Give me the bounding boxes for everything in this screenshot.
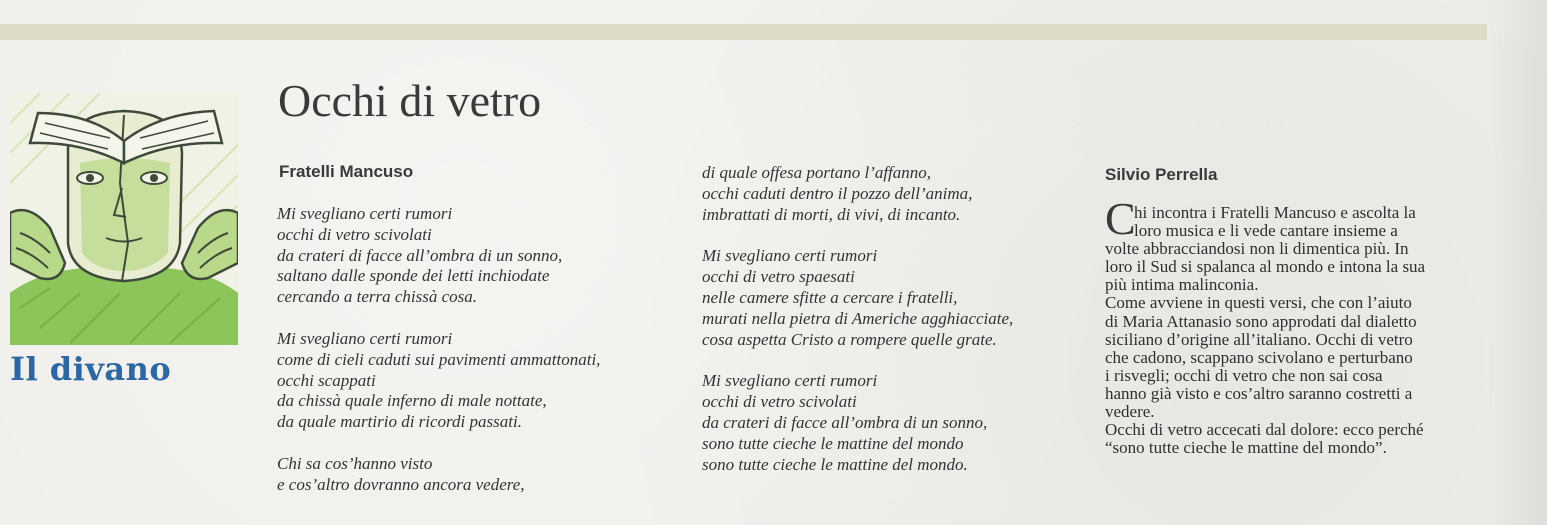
poem-line: Chi sa cos’hanno visto [277,453,433,473]
commentary-line: di Maria Attanasio sono approdati dal dialetto [1105,311,1417,331]
book-reader-illustration [10,93,238,345]
poem-line: Mi svegliano certi rumori [702,371,878,391]
poem-stanza [277,329,697,433]
commentary-line: che cadono, scappano scivolano e perturbano [1105,347,1413,367]
drop-cap: C [1105,193,1136,244]
poem-stanza [277,204,697,308]
section-label: Il divano [10,350,172,388]
poem-line: occhi caduti dentro il pozzo dell’anima, [702,183,973,203]
commentary-line: volte abbracciandosi non li dimentica più. In [1105,239,1409,259]
poem-line: da quale martirio di ricordi passati. [277,412,522,432]
poem-line: da crateri di facce all’ombra di un sonno, [702,412,988,432]
poem-line: Mi svegliano certi rumori [277,204,453,223]
commentary-line: i risvegli; occhi di vetro che non sai cosa [1105,365,1383,385]
commentary-text [1105,193,1495,458]
poem-line: da crateri di facce all’ombra di un sonno, [277,245,563,265]
poem-line: occhi di vetro scivolati [277,224,432,244]
poem-line: Mi svegliano certi rumori [702,246,878,266]
poem-line: imbrattati di morti, di vivi, di incanto. [702,204,961,224]
commentary-line: loro il Sud si spalanca al mondo e intona la sua [1105,257,1426,277]
commentary-line: vedere. [1105,402,1155,422]
poem-stanza [702,371,1122,475]
poem-line: come di cieli caduti sui pavimenti ammattonati, [277,349,601,369]
commentary-line: più intima malinconia. [1105,275,1259,295]
poem-line: Mi svegliano certi rumori [277,328,453,348]
poem-line: cosa aspetta Cristo a rompere quelle grate. [702,329,997,349]
poem-line: occhi di vetro spaesati [702,267,855,287]
poem-line: da chissà quale inferno di male nottate, [277,391,547,411]
poem-line: murati nella pietra di Americhe agghiacciate, [702,308,1014,328]
poem-line: sono tutte cieche le mattine del mondo [702,433,964,453]
poem-stanza [277,454,697,496]
poem-author: Fratelli Mancuso [279,162,414,181]
poem-line: saltano dalle sponde dei letti inchiodate [277,266,550,286]
page-edge-shadow [1487,0,1547,525]
commentary-line: hanno già visto e cos’altro saranno costretti a [1105,383,1413,403]
poem-line: occhi di vetro scivolati [702,392,857,412]
poem-stanza [702,163,1122,225]
poem-line: sono tutte cieche le mattine del mondo. [702,454,968,474]
commentary-line: Occhi di vetro accecati dal dolore: ecco perché [1105,420,1424,440]
poem-line: e cos’altro dovranno ancora vedere, [277,474,525,494]
article-title: Occhi di vetro [278,75,542,126]
commentary-line: “sono tutte cieche le mattine del mondo”. [1105,438,1387,458]
poem-line: di quale offesa portano l’affanno, [702,163,932,182]
top-rule [0,24,1487,40]
poem-line: nelle camere sfitte a cercare i fratelli, [702,287,958,307]
poem-column-1 [277,204,697,517]
commentary-line: Come avviene in questi versi, che con l’aiuto [1105,293,1412,313]
commentary-author: Silvio Perrella [1105,165,1218,184]
poem-line: occhi scappati [277,370,376,390]
commentary-line: siciliano d’origine all’italiano. Occhi di vetro [1105,329,1413,349]
poem-line: cercando a terra chissà cosa. [277,287,478,307]
poem-stanza [702,246,1122,350]
commentary-line: loro musica e li vede cantare insieme a [1134,221,1398,241]
poem-column-2 [702,163,1122,496]
commentary-line: hi incontra i Fratelli Mancuso e ascolta la [1134,203,1416,222]
